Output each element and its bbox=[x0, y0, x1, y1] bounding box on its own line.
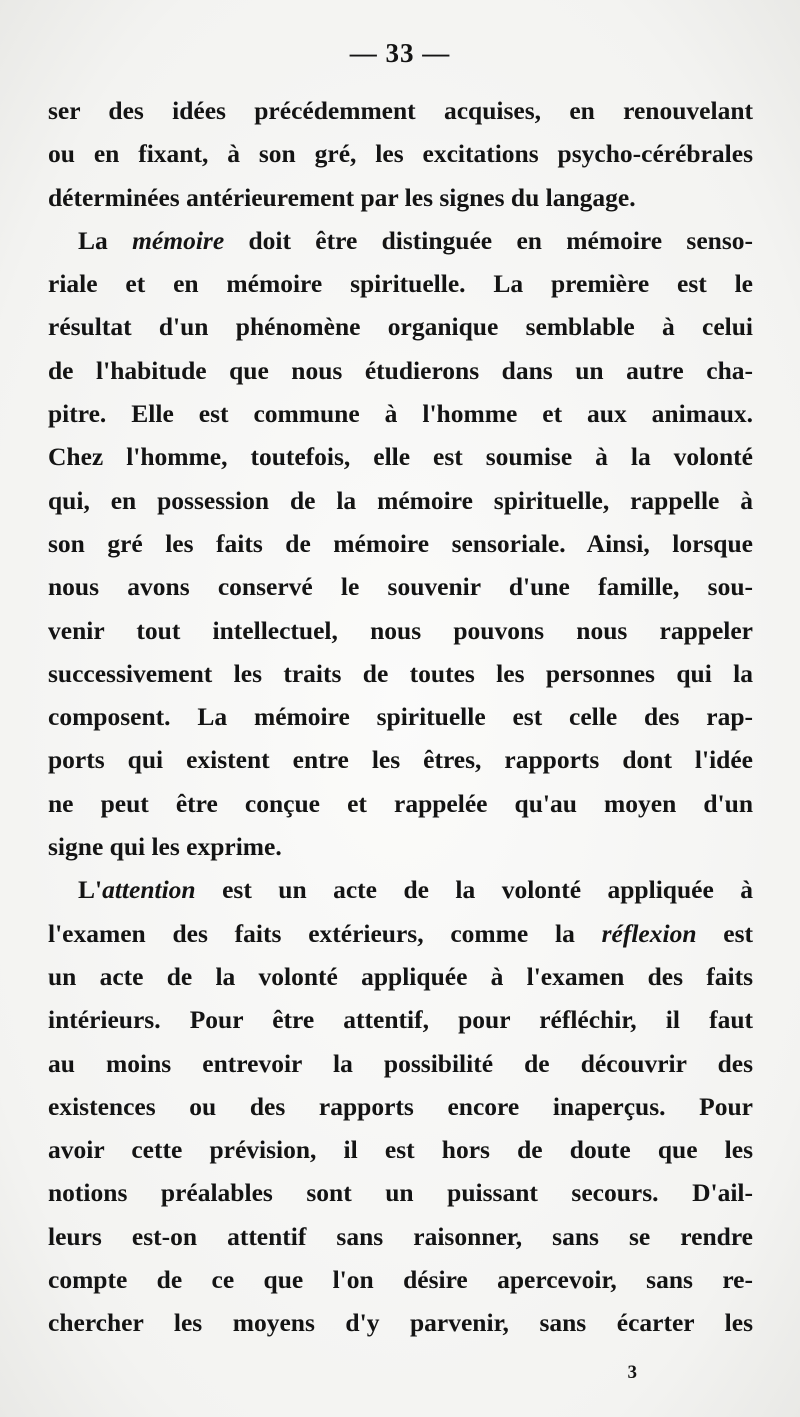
text-line bbox=[48, 479, 753, 522]
text-run: doit être distinguée en mémoire senso- bbox=[224, 225, 753, 255]
text-line bbox=[48, 176, 753, 219]
text-run: de l'habitude que nous étudierons dans un autre cha- bbox=[48, 355, 753, 385]
page-number-header: — 33 — bbox=[349, 38, 451, 68]
text-run: son gré les faits de mémoire sensoriale. Ainsi, lorsque bbox=[48, 528, 753, 558]
text-line bbox=[48, 955, 753, 998]
text-line bbox=[48, 305, 753, 348]
text-line bbox=[48, 652, 753, 695]
italic-term: mémoire bbox=[132, 225, 225, 255]
text-run: intérieurs. Pour être attentif, pour réfléchir, il faut bbox=[48, 1005, 753, 1035]
text-line bbox=[48, 1215, 753, 1258]
text-run: avoir cette prévision, il est hors de doute que les bbox=[48, 1135, 753, 1165]
text-line bbox=[48, 262, 753, 305]
text-line bbox=[48, 1128, 753, 1171]
text-line bbox=[48, 522, 753, 565]
text-run: notions préalables sont un puissant secours. D'ail- bbox=[48, 1178, 753, 1208]
text-run: L' bbox=[78, 875, 103, 905]
text-run: existences ou des rapports encore inaperçus. Pour bbox=[48, 1091, 753, 1121]
text-run: qui, en possession de la mémoire spirituelle, rappelle à bbox=[48, 485, 753, 515]
text-line bbox=[48, 1171, 753, 1214]
text-line bbox=[48, 1258, 753, 1301]
text-run: déterminées antérieurement par les signes du langage. bbox=[48, 182, 636, 212]
text-line bbox=[48, 695, 753, 738]
text-run: composent. La mémoire spirituelle est celle des rap- bbox=[48, 702, 753, 732]
body-text bbox=[48, 89, 753, 1345]
text-line bbox=[48, 565, 753, 608]
text-line bbox=[48, 219, 753, 262]
text-run: compte de ce que l'on désire apercevoir, sans re- bbox=[48, 1265, 753, 1295]
text-line bbox=[48, 1301, 753, 1344]
text-line bbox=[48, 392, 753, 435]
text-run: successivement les traits de toutes les personnes qui la bbox=[48, 658, 753, 688]
text-line bbox=[48, 89, 753, 132]
text-run: au moins entrevoir la possibilité de découvrir des bbox=[48, 1048, 753, 1078]
text-run: est bbox=[696, 918, 753, 948]
text-line bbox=[48, 912, 753, 955]
text-run: un acte de la volonté appliquée à l'examen des faits bbox=[48, 961, 753, 991]
italic-term: réflexion bbox=[601, 918, 697, 948]
text-line bbox=[48, 825, 753, 868]
text-line bbox=[48, 609, 753, 652]
italic-term: attention bbox=[102, 875, 196, 905]
text-line bbox=[48, 782, 753, 825]
text-run: riale et en mémoire spirituelle. La première est le bbox=[48, 269, 753, 299]
text-run: ne peut être conçue et rappelée qu'au moyen d'un bbox=[48, 788, 753, 818]
text-run: ou en fixant, à son gré, les excitations psycho-cérébrales bbox=[48, 139, 753, 169]
text-line bbox=[48, 738, 753, 781]
text-run: La bbox=[78, 225, 133, 255]
text-run: nous avons conservé le souvenir d'une famille, sou- bbox=[48, 572, 753, 602]
text-line bbox=[48, 132, 753, 175]
text-line bbox=[48, 1085, 753, 1128]
text-run: chercher les moyens d'y parvenir, sans écarter les bbox=[48, 1308, 753, 1338]
text-line bbox=[48, 998, 753, 1041]
text-run: pitre. Elle est commune à l'homme et aux animaux. bbox=[48, 399, 753, 429]
signature-mark: 3 bbox=[627, 1362, 637, 1383]
text-run: leurs est-on attentif sans raisonner, sans se rendre bbox=[48, 1221, 753, 1251]
text-run: venir tout intellectuel, nous pouvons nous rappeler bbox=[48, 615, 753, 645]
text-run: ser des idées précédemment acquises, en renouvelant bbox=[48, 96, 753, 125]
text-line bbox=[48, 349, 753, 392]
text-run: signe qui les exprime. bbox=[48, 832, 282, 862]
text-run: ports qui existent entre les êtres, rapports dont l'idée bbox=[48, 745, 753, 775]
text-line bbox=[48, 1042, 753, 1085]
text-line bbox=[48, 435, 753, 478]
text-run: est un acte de la volonté appliquée à bbox=[195, 875, 753, 905]
text-run: résultat d'un phénomène organique semblable à celui bbox=[48, 312, 753, 342]
text-run: Chez l'homme, toutefois, elle est soumise à la volonté bbox=[48, 442, 753, 472]
text-line bbox=[48, 868, 753, 911]
text-run: l'examen des faits extérieurs, comme la bbox=[48, 918, 602, 948]
